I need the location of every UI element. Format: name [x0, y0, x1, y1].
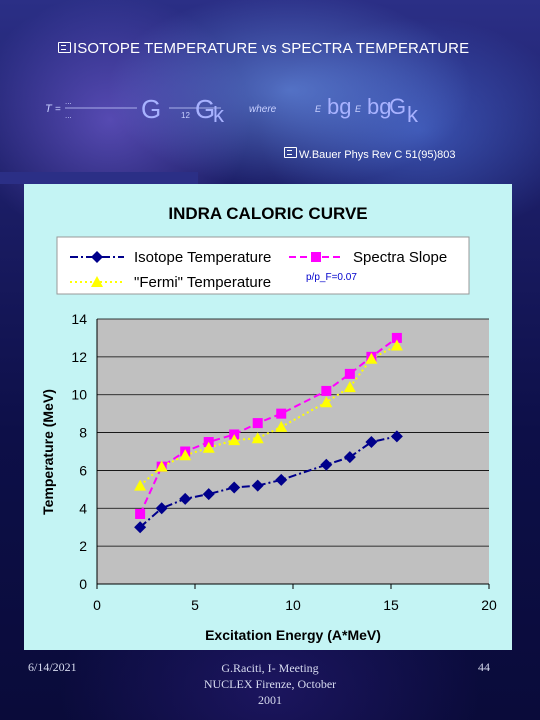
svg-text:E: E: [355, 104, 362, 114]
data-point: [321, 386, 331, 396]
data-point: [135, 509, 145, 519]
data-point: [345, 369, 355, 379]
y-tick-label: 2: [79, 538, 87, 555]
y-tick-label: 4: [79, 500, 87, 517]
x-tick-label: 20: [481, 597, 497, 613]
y-tick-label: 0: [79, 576, 87, 592]
annotation-label: p/p_F=0.07: [306, 272, 357, 283]
x-tick-label: 5: [191, 597, 199, 613]
svg-text:k: k: [213, 102, 224, 127]
y-tick-label: 6: [79, 462, 87, 479]
formula-graphic: [45, 82, 465, 132]
y-tick-label: 8: [79, 424, 87, 441]
formula-image: [45, 82, 465, 132]
slide-title: [58, 40, 469, 57]
legend-label: "Fermi" Temperature: [134, 274, 272, 291]
y-tick-label: 12: [71, 348, 87, 365]
svg-text:bg: bg: [327, 94, 352, 119]
svg-text:G: G: [195, 94, 216, 124]
x-tick-label: 15: [383, 597, 399, 613]
decorative-band: [0, 172, 198, 184]
data-point: [276, 409, 286, 419]
svg-text:bg: bg: [367, 94, 392, 119]
footer-date: 6/14/2021: [28, 660, 77, 674]
y-tick-label: 10: [71, 386, 87, 403]
formula-where-label: where: [249, 104, 277, 115]
svg-text:12: 12: [181, 111, 190, 120]
chart-panel: [24, 184, 512, 650]
reference-citation: [284, 147, 456, 161]
bullet-icon: [284, 147, 297, 158]
x-axis-label: Excitation Energy (A*MeV): [205, 627, 381, 643]
footer-meeting: [180, 660, 360, 709]
svg-text:E: E: [315, 104, 322, 114]
footer-page-number: 44: [478, 660, 490, 674]
legend-marker: [311, 252, 321, 262]
y-axis-label: Temperature (MeV): [40, 389, 56, 515]
reference-text: W.Bauer Phys Rev C 51(95)803: [299, 149, 456, 161]
legend-label: Spectra Slope: [353, 249, 448, 266]
y-tick-label: 14: [71, 311, 87, 327]
svg-text:G: G: [141, 94, 162, 124]
plot-area: [97, 319, 489, 584]
footer-line-2: NUCLEX Firenze, October: [203, 677, 337, 692]
svg-text:=: =: [55, 104, 61, 115]
svg-text:...: ...: [65, 111, 72, 120]
chart-title: INDRA CALORIC CURVE: [168, 204, 368, 223]
x-tick-label: 0: [93, 597, 101, 613]
caloric-curve-chart: [24, 184, 512, 650]
legend-label: Isotope Temperature: [134, 249, 272, 266]
data-point: [253, 418, 263, 428]
svg-text:k: k: [407, 102, 418, 127]
footer-line-1: G.Raciti, I- Meeting: [221, 661, 319, 675]
bullet-icon: [58, 42, 71, 53]
slide-title-text: ISOTOPE TEMPERATURE vs SPECTRA TEMPERATURE: [73, 40, 470, 57]
footer-line-3: 2001: [258, 693, 282, 708]
svg-text:T: T: [45, 103, 52, 115]
svg-text:...: ...: [65, 97, 72, 106]
svg-text:G: G: [389, 94, 407, 119]
x-tick-label: 10: [285, 597, 301, 613]
